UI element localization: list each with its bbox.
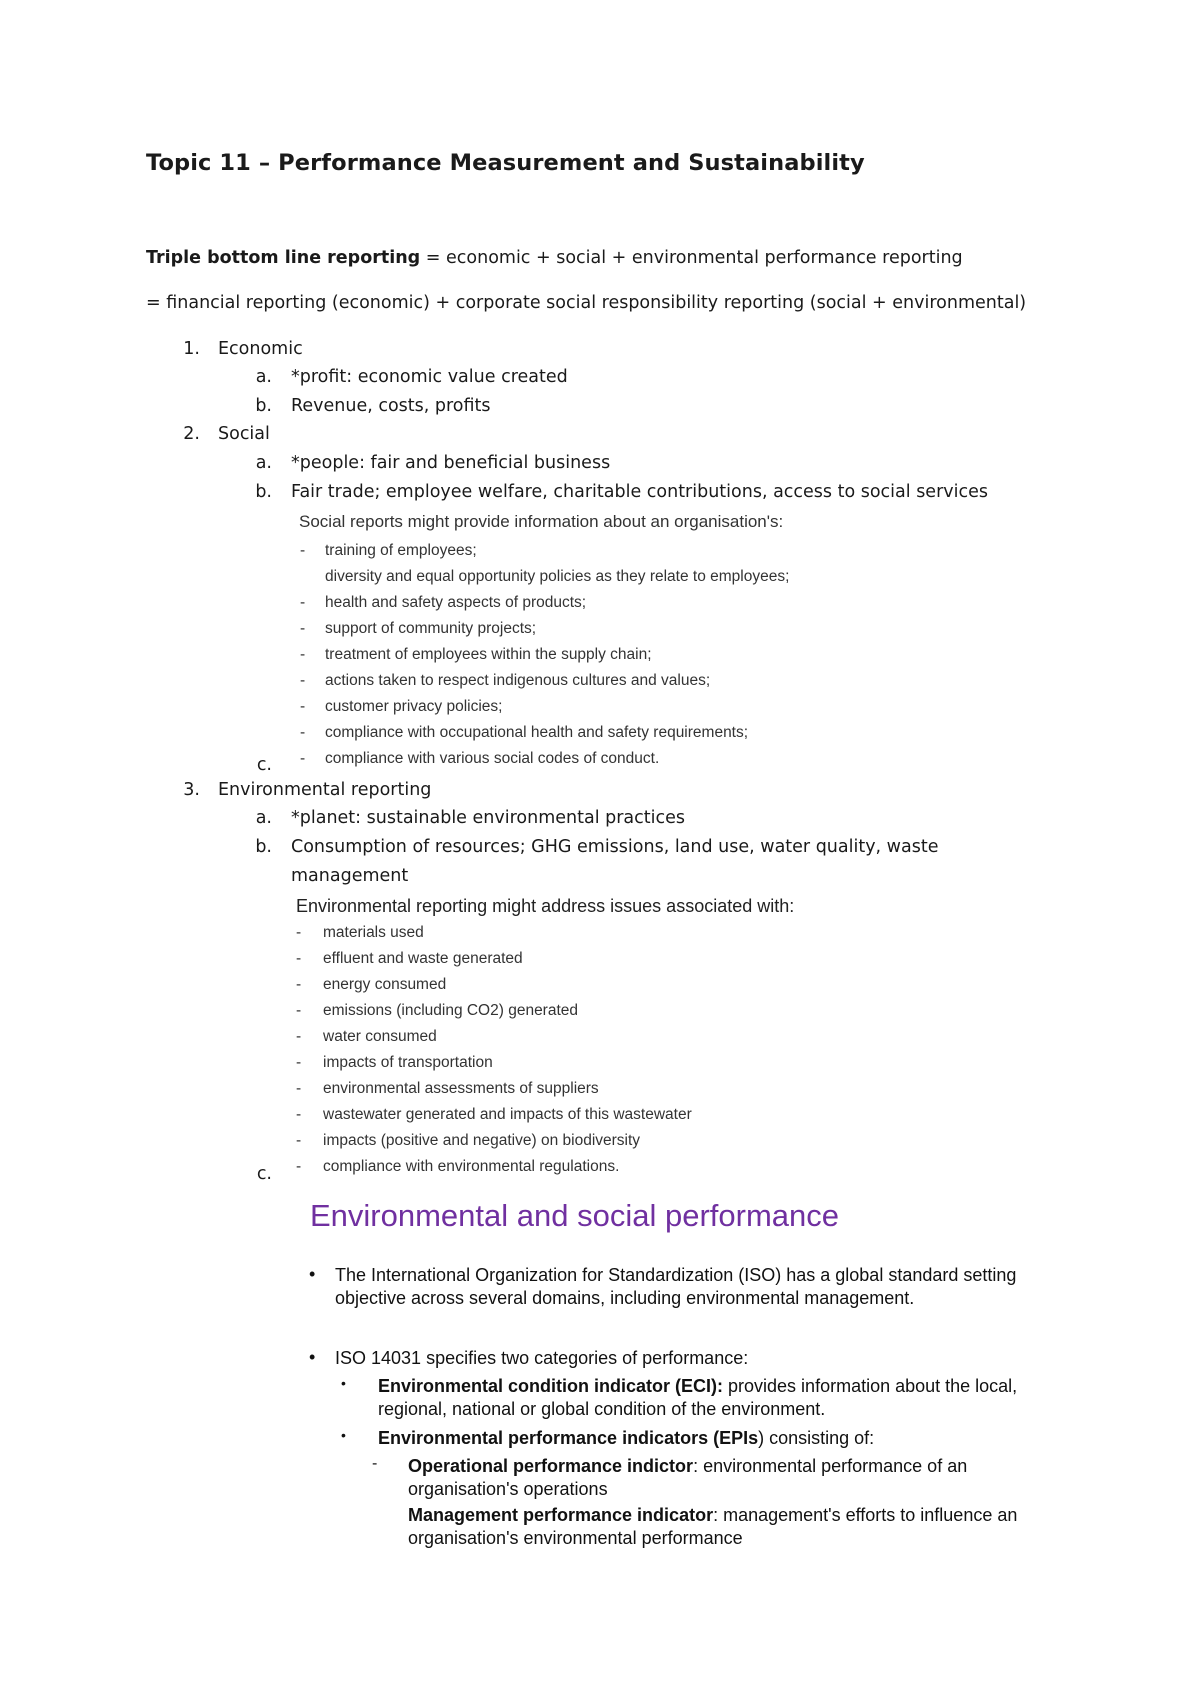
slide-eci [378, 1375, 1017, 1421]
slide-opi [408, 1455, 967, 1501]
env-item: energy consumed [323, 976, 447, 993]
list-item [291, 808, 685, 828]
item-key: *profit: [291, 367, 353, 387]
social-box-heading: Social reports might provide information about an organisation's: [299, 512, 784, 531]
social-item: support of community projects; [325, 620, 537, 637]
mpi-text: : management's efforts to influence an [713, 1505, 1018, 1525]
dash-icon: - [300, 646, 306, 663]
dash-icon: - [296, 976, 302, 993]
item-text: sustainable environmental practices [361, 808, 685, 828]
slide-iso-line: objective across several domains, including environmental management. [335, 1288, 915, 1308]
mpi-term: Management performance indicator [408, 1505, 714, 1525]
dash-icon: - [372, 1455, 378, 1472]
item-marker: b. [255, 396, 272, 416]
bullet-icon: • [341, 1375, 346, 1391]
opi-text: : environmental performance of an [693, 1456, 968, 1476]
opi-term: Operational performance indictor [408, 1456, 694, 1476]
social-item: compliance with occupational health and safety requirements; [325, 724, 749, 741]
section-number: 3. [183, 780, 200, 800]
bullet-icon: • [309, 1264, 316, 1284]
dash-icon: - [296, 1028, 302, 1045]
env-item: emissions (including CO2) generated [323, 1002, 579, 1019]
dash-icon: - [296, 1002, 302, 1019]
slide-epi [378, 1427, 874, 1450]
section-label: Social [218, 424, 270, 444]
social-item: health and safety aspects of products; [325, 594, 587, 611]
eci-term: Environmental condition indicator (ECI): [378, 1376, 724, 1396]
social-item: compliance with various social codes of conduct. [325, 750, 660, 767]
dash-icon: - [300, 594, 306, 611]
dash-icon: - [296, 1132, 302, 1149]
env-item: compliance with environmental regulations. [323, 1158, 620, 1175]
item-marker: b. [255, 837, 272, 857]
mpi-text-continued: organisation's environmental performance [408, 1528, 743, 1548]
item-marker: a. [255, 808, 272, 828]
dash-icon: - [300, 542, 306, 559]
dash-icon: - [300, 698, 306, 715]
dash-icon: - [300, 724, 306, 741]
item-key: *planet: [291, 808, 362, 828]
env-item: impacts (positive and negative) on biodiversity [323, 1132, 641, 1149]
dash-icon: - [296, 950, 302, 967]
dash-icon: - [296, 1106, 302, 1123]
slide-title: Environmental and social performance [310, 1198, 839, 1233]
section-label: Environmental reporting [218, 780, 432, 800]
tbl-term: Triple bottom line reporting [146, 248, 421, 268]
list-item: Fair trade; employee welfare, charitable contributions, access to social services [291, 482, 988, 502]
dash-icon: - [300, 672, 306, 689]
section-number: 1. [183, 339, 200, 359]
eci-text-continued: regional, national or global condition of the environment. [378, 1399, 826, 1419]
epi-text: ) consisting of: [758, 1428, 875, 1448]
item-key: *people: [291, 453, 365, 473]
slide-iso-line: The International Organization for Standardization (ISO) has a global standard setting [335, 1265, 1017, 1285]
item-text: fair and beneficial business [364, 453, 611, 473]
item-marker: a. [255, 453, 272, 473]
dash-icon: - [300, 620, 306, 637]
env-item: effluent and waste generated [323, 950, 523, 967]
item-marker: b. [255, 482, 272, 502]
item-marker: c. [256, 1164, 272, 1184]
list-item: Revenue, costs, profits [291, 396, 491, 416]
list-item: Consumption of resources; GHG emissions, land use, water quality, waste [291, 837, 939, 857]
epi-term: Environmental performance indicators (EPIs [378, 1428, 759, 1448]
bullet-icon: • [309, 1347, 316, 1367]
slide-mpi [408, 1504, 1017, 1550]
tbl-definition: = economic + social + environmental performance reporting [420, 248, 963, 268]
dash-icon: - [296, 924, 302, 941]
tbl-equivalence: = financial reporting (economic) + corporate social responsibility reporting (social + environmental) [146, 293, 1027, 313]
env-item: impacts of transportation [323, 1054, 493, 1071]
dash-icon: - [296, 1080, 302, 1097]
dash-icon: - [296, 1158, 302, 1175]
dash-icon: - [300, 750, 306, 767]
social-item: customer privacy policies; [325, 698, 503, 715]
list-item-continuation: management [291, 866, 409, 886]
env-item: environmental assessments of suppliers [323, 1080, 599, 1097]
section-label: Economic [218, 339, 303, 359]
opi-text-continued: organisation's operations [408, 1479, 608, 1499]
dash-icon: - [296, 1054, 302, 1071]
env-item: wastewater generated and impacts of this wastewater [323, 1106, 692, 1123]
list-item [291, 453, 610, 473]
item-text: economic value created [352, 367, 568, 387]
social-item: actions taken to respect indigenous cultures and values; [325, 672, 711, 689]
list-item [291, 367, 568, 387]
item-marker: a. [255, 367, 272, 387]
tbl-definition-line [146, 248, 963, 268]
slide-iso14031: ISO 14031 specifies two categories of performance: [335, 1348, 749, 1368]
env-box-heading: Environmental reporting might address issues associated with: [296, 896, 795, 916]
social-item: diversity and equal opportunity policies as they relate to employees; [325, 568, 790, 585]
slide-iso-paragraph [335, 1264, 1016, 1310]
section-number: 2. [183, 424, 200, 444]
item-marker: c. [256, 755, 272, 775]
bullet-icon: • [341, 1427, 346, 1443]
eci-text: provides information about the local, [723, 1376, 1018, 1396]
social-item: training of employees; [325, 542, 477, 559]
social-item: treatment of employees within the supply chain; [325, 646, 652, 663]
env-item: materials used [323, 924, 424, 941]
page-title: Topic 11 – Performance Measurement and Sustainability [146, 150, 865, 176]
env-item: water consumed [323, 1028, 437, 1045]
